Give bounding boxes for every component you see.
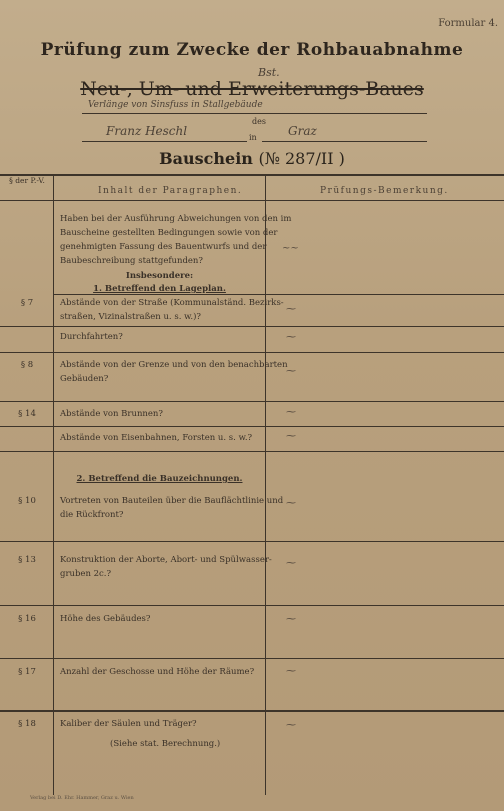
row-text: gruben 2c.? — [60, 569, 112, 579]
row-text: Kaliber der Säulen und Träger? — [60, 719, 197, 729]
check-mark: ⁓ — [286, 666, 296, 677]
row-rule — [53, 294, 504, 295]
row-rule — [0, 426, 504, 427]
document-title: Prüfung zum Zwecke der Rohbauabnahme — [40, 40, 464, 60]
underline-description — [82, 113, 427, 114]
row-rule — [0, 451, 504, 452]
row-rule — [0, 352, 504, 353]
para-number: § 8 — [20, 360, 34, 370]
para-number: § 16 — [18, 614, 36, 624]
check-mark: ⁓ — [286, 431, 296, 442]
row-text: Durchfahrten? — [60, 332, 123, 342]
row-text: Höhe des Gebäudes? — [60, 614, 151, 624]
section-1-heading: 1. Betreffend den Lageplan. — [93, 284, 226, 294]
row-text: (Siehe stat. Berechnung.) — [110, 739, 221, 749]
para-number: § 14 — [18, 409, 36, 419]
check-mark: ⁓ — [286, 498, 296, 509]
row-text: die Rückfront? — [60, 510, 124, 520]
row-text: Abstände von der Grenze und von den benachbarten — [60, 360, 288, 370]
bauschein-number: (№ 287/II ) — [258, 149, 345, 168]
column-divider-2 — [265, 175, 266, 795]
bauschein-heading — [0, 149, 504, 168]
row-rule — [0, 541, 504, 542]
check-mark: ⁓ — [286, 558, 296, 569]
row-text: Vortreten von Bauteilen über die Bauflächtlinie und — [60, 496, 284, 506]
check-mark: ~~ — [282, 243, 299, 254]
col-header-para: § der P.-V. — [9, 176, 45, 185]
row-rule — [0, 710, 504, 712]
row-rule — [0, 401, 504, 402]
para-number: § 7 — [20, 298, 34, 308]
bauschein-label: Bauschein — [159, 149, 253, 168]
check-mark: ⁓ — [286, 366, 296, 377]
row-text: Abstände von Eisenbahnen, Forsten u. s. w.? — [60, 433, 253, 443]
table-top-rule — [0, 174, 504, 176]
row-text: Konstruktion der Aborte, Abort- und Spülwasser- — [60, 555, 272, 565]
intro-line-4: Baubeschreibung stattgefunden? — [60, 256, 203, 266]
row-rule — [0, 605, 504, 606]
row-rule — [0, 658, 504, 659]
form-number: Formular 4. — [438, 18, 498, 29]
underline-place — [262, 141, 427, 142]
para-number: § 17 — [18, 667, 36, 677]
col-header-remark: Prüfungs-Bemerkung. — [320, 186, 449, 196]
printer-imprint: Verlag bei D. Ehr. Hammer, Graz u. Wien — [30, 795, 134, 801]
handwritten-description: Verlänge von Sinsfuss in Stallgebäude — [88, 100, 263, 110]
intro-line-3: genehmigten Fassung des Bauentwurfs und der — [60, 242, 267, 252]
table-header-rule — [0, 200, 504, 201]
handwritten-annotation: Bst. — [258, 66, 280, 79]
check-mark: ⁓ — [286, 720, 296, 731]
intro-line-1: Haben bei der Ausführung Abweichungen von den im — [60, 214, 292, 224]
row-text: Gebäuden? — [60, 374, 109, 384]
check-mark: ⁓ — [286, 407, 296, 418]
section-2-heading: 2. Betreffend die Bauzeichnungen. — [76, 474, 243, 484]
in-label: in — [249, 133, 257, 142]
col-header-content: Inhalt der Paragraphen. — [98, 186, 243, 196]
des-label: des — [252, 117, 266, 126]
row-text: straßen, Vizinalstraßen u. s. w.)? — [60, 312, 201, 322]
row-text: Anzahl der Geschosse und Höhe der Räume? — [60, 667, 255, 677]
row-text: Abstände von Brunnen? — [60, 409, 163, 419]
para-number: § 10 — [18, 496, 36, 506]
check-mark: ⁓ — [286, 304, 296, 315]
para-number: § 18 — [18, 719, 36, 729]
para-number: § 13 — [18, 555, 36, 565]
insbesondere-heading: Insbesondere: — [125, 271, 194, 281]
owner-name: Franz Heschl — [106, 124, 188, 138]
place-name: Graz — [288, 124, 317, 138]
check-mark: ⁓ — [286, 614, 296, 625]
row-text: Abstände von der Straße (Kommunalständ. Bezirks- — [60, 298, 284, 308]
row-rule — [0, 326, 504, 327]
struck-subtitle: Neu-, Um- und Erweiterungs-Baues — [80, 78, 424, 100]
underline-owner — [82, 141, 247, 142]
check-mark: ⁓ — [286, 332, 296, 343]
intro-line-2: Bauscheine gestellten Bedingungen sowie von der — [60, 228, 278, 238]
